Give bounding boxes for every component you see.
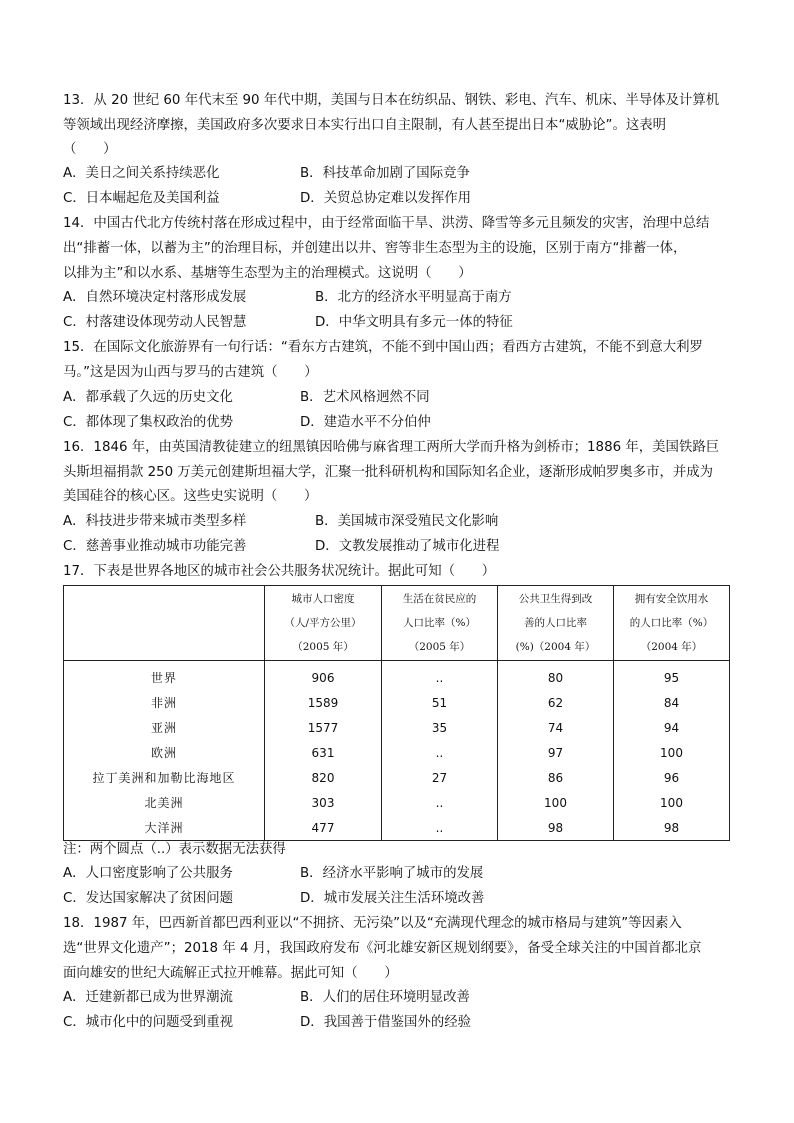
- q17-option-b[interactable]: B．经济水平影响了城市的发展: [300, 866, 484, 881]
- table-cell: 27: [382, 765, 498, 790]
- table-cell: ..: [382, 740, 498, 765]
- table-cell: 95: [614, 661, 730, 691]
- table-cell: 96: [614, 765, 730, 790]
- table-row: [64, 765, 730, 790]
- table-cell: 631: [265, 740, 382, 765]
- table-cell: 74: [498, 715, 614, 740]
- q18-stem-line3: 面向雄安的世纪大疏解正式拉开帷幕。据此可知（ ）: [63, 966, 398, 981]
- table-cell: 62: [498, 690, 614, 715]
- q13-stem-line3: （ ）: [63, 142, 117, 157]
- q15-option-d[interactable]: D．建造水平不分伯仲: [300, 415, 431, 430]
- table-cell-region: 北美洲: [64, 790, 265, 815]
- q14-option-b[interactable]: B．北方的经济水平明显高于南方: [315, 290, 512, 305]
- table-header-empty: [64, 586, 265, 661]
- q18-option-a[interactable]: A．迁建新都已成为世界潮流: [63, 990, 233, 1005]
- q14-option-a[interactable]: A．自然环境决定村落形成发展: [63, 290, 247, 305]
- table-cell: 1577: [265, 715, 382, 740]
- table-cell-region: 欧洲: [64, 740, 265, 765]
- q18-option-b[interactable]: B．人们的居住环境明显改善: [300, 990, 470, 1005]
- q16-stem-line2: 头斯坦福捐款 250 万美元创建斯坦福大学，汇聚一批科研机构和国际知名企业，逐渐形成帕罗奥多市，并成为: [63, 465, 714, 480]
- table-cell-region: 世界: [64, 661, 265, 691]
- table-cell: 100: [614, 790, 730, 815]
- table-cell-region: 非洲: [64, 690, 265, 715]
- table-cell: 84: [614, 690, 730, 715]
- table-cell: 98: [614, 815, 730, 841]
- q14-stem-line1: 14．中国古代北方传统村落在形成过程中，由于经常面临干旱、洪涝、降雪等多元且频发的灾害，治理中总结: [63, 216, 710, 231]
- q15-option-c[interactable]: C．都体现了集权政治的优势: [63, 415, 234, 430]
- table-cell: 100: [614, 740, 730, 765]
- q14-stem-line2: 出“排蓄一体，以蓄为主”的治理目标，并创建出以井、窖等非生态型为主的设施，区别于南方“排蓄一体，: [63, 241, 687, 256]
- table-row: [64, 715, 730, 740]
- table-row: [64, 740, 730, 765]
- table-cell: 80: [498, 661, 614, 691]
- table-header-density: 城市人口密度 （人/平方公里） （2005 年）: [265, 586, 382, 661]
- q13-option-a[interactable]: A．美日之间关系持续恶化: [63, 166, 220, 181]
- q15-option-a[interactable]: A．都承载了久远的历史文化: [63, 390, 233, 405]
- table-row: [64, 815, 730, 841]
- q16-option-a[interactable]: A．科技进步带来城市类型多样: [63, 514, 247, 529]
- table-cell-region: 亚洲: [64, 715, 265, 740]
- q17-option-c[interactable]: C．发达国家解决了贫困问题: [63, 891, 234, 906]
- table-cell: 820: [265, 765, 382, 790]
- table-cell: ..: [382, 661, 498, 691]
- table-cell: ..: [382, 815, 498, 841]
- table-header-water: 拥有安全饮用水 的人口比率（%） （2004 年）: [614, 586, 730, 661]
- q15-stem-line1: 15．在国际文化旅游界有一句行话：“看东方古建筑，不能不到中国山西；看西方古建筑，不能不到意大利罗: [63, 340, 703, 355]
- table-cell: 97: [498, 740, 614, 765]
- table-cell: ..: [382, 790, 498, 815]
- q17-table-note: 注：两个圆点（..）表示数据无法获得: [63, 842, 286, 857]
- table-cell: 86: [498, 765, 614, 790]
- q13-stem-line2: 等领域出现经济摩擦，美国政府多次要求日本实行出口自主限制，有人甚至提出日本“威胁论”。这表明: [63, 118, 667, 133]
- table-row: [64, 690, 730, 715]
- table-cell: 94: [614, 715, 730, 740]
- table-header-row: [64, 586, 730, 661]
- q13-option-c[interactable]: C．日本崛起危及美国利益: [63, 191, 220, 206]
- table-header-sanitation: 公共卫生得到改 善的人口比率 (%)（2004 年）: [498, 586, 614, 661]
- table-cell: 906: [265, 661, 382, 691]
- table-cell: 477: [265, 815, 382, 841]
- q16-option-c[interactable]: C．慈善事业推动城市功能完善: [63, 539, 247, 554]
- table-cell: 98: [498, 815, 614, 841]
- q17-stem-line1: 17．下表是世界各地区的城市社会公共服务状况统计。据此可知（ ）: [63, 564, 496, 579]
- q17-option-d[interactable]: D．城市发展关注生活环境改善: [300, 891, 485, 906]
- table-header-slum: 生活在贫民应的 人口比率（%） （2005 年）: [382, 586, 498, 661]
- q17-option-a[interactable]: A．人口密度影响了公共服务: [63, 866, 233, 881]
- q13-stem-line1: 13．从 20 世纪 60 年代末至 90 年代中期，美国与日本在纺织品、钢铁、彩电、汽车、机床、半导体及计算机: [63, 93, 720, 108]
- q16-stem-line3: 美国硅谷的核心区。这些史实说明（ ）: [63, 489, 318, 504]
- table-cell: 35: [382, 715, 498, 740]
- stats-table: [63, 585, 730, 841]
- q16-option-b[interactable]: B．美国城市深受殖民文化影响: [315, 514, 499, 529]
- q15-option-b[interactable]: B．艺术风格迥然不同: [300, 390, 430, 405]
- q15-stem-line2: 马。”这是因为山西与罗马的古建筑（ ）: [63, 365, 318, 380]
- q13-option-d[interactable]: D．关贸总协定难以发挥作用: [300, 191, 471, 206]
- q18-stem-line2: 选“世界文化遗产”；2018 年 4 月，我国政府发布《河北雄安新区规划纲要》，备受全球关注的中国首都北京: [63, 941, 702, 956]
- q14-option-d[interactable]: D．中华文明具有多元一体的特征: [315, 315, 513, 330]
- table-row: [64, 790, 730, 815]
- table-cell-region: 大洋洲: [64, 815, 265, 841]
- table-cell: 1589: [265, 690, 382, 715]
- q14-option-c[interactable]: C．村落建设体现劳动人民智慧: [63, 315, 247, 330]
- q18-stem-line1: 18．1987 年，巴西新首都巴西利亚以“不拥挤、无污染”以及“充满现代理念的城市格局与建筑”等因素入: [63, 916, 682, 931]
- table-cell: 303: [265, 790, 382, 815]
- q14-stem-line3: 以排为主”和以水系、基塘等生态型为主的治理模式。这说明（ ）: [63, 266, 472, 281]
- table-cell: 51: [382, 690, 498, 715]
- q16-option-d[interactable]: D．文教发展推动了城市化进程: [315, 539, 500, 554]
- table-cell: 100: [498, 790, 614, 815]
- table-row: [64, 661, 730, 691]
- table-cell-region: 拉丁美洲和加勒比海地区: [64, 765, 265, 790]
- q16-stem-line1: 16．1846 年，由英国清教徒建立的纽黑镇因哈佛与麻省理工两所大学而升格为剑桥市；1886 年，美国铁路巨: [63, 440, 720, 455]
- q18-option-d[interactable]: D．我国善于借鉴国外的经验: [300, 1015, 471, 1030]
- q18-option-c[interactable]: C．城市化中的问题受到重视: [63, 1015, 234, 1030]
- q13-option-b[interactable]: B．科技革命加剧了国际竞争: [300, 166, 470, 181]
